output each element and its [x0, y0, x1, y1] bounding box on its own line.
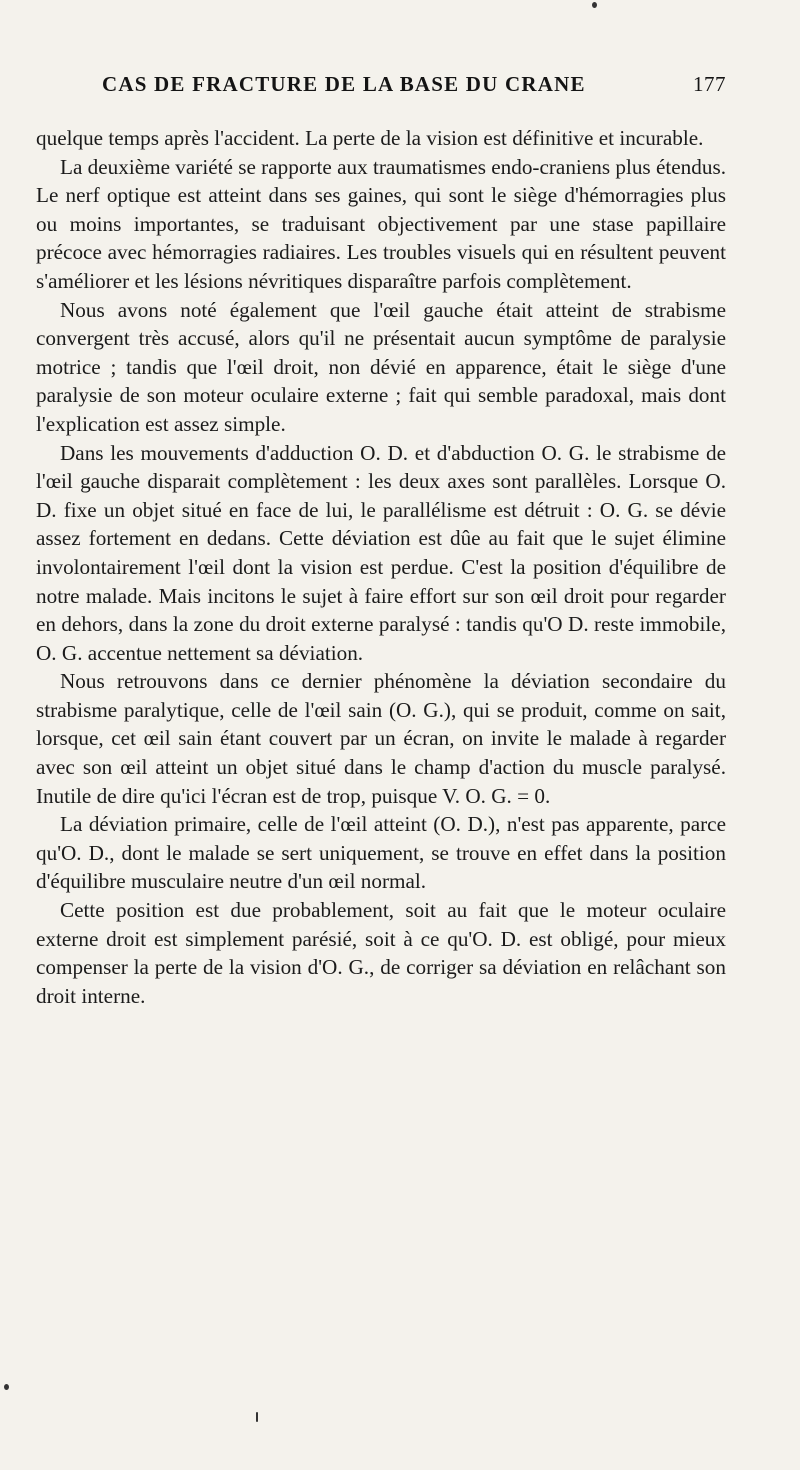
- paragraph: Nous avons noté également que l'œil gauche était atteint de strabisme convergent très accusé, alors qu'il ne présentait aucun symptôme de paralysie motrice ; tandis que l'œil droit, non dévié en apparence, était le siège d'une paralysie de son moteur oculaire externe ; fait qui semble paradoxal, mais dont l'explication est assez simple.: [36, 297, 726, 436]
- paragraph: quelque temps après l'accident. La perte de la vision est définitive et incurable.: [36, 126, 704, 150]
- book-page: [36, 72, 726, 1412]
- paragraph: Nous retrouvons dans ce dernier phénomène la déviation secondaire du strabisme paralytique, celle de l'œil sain (O. G.), qui se produit, comme on sait, lorsque, cet œil sain étant couvert par un écran, on invite le malade à regarder avec son œil atteint un objet situé dans le champ d'action du muscle paralysé. Inutile de dire qu'ici l'écran est de trop, puisque V. O. G. = 0.: [36, 669, 726, 808]
- paragraph: La déviation primaire, celle de l'œil atteint (O. D.), n'est pas apparente, parce qu'O. D., dont le malade se sert uniquement, se trouve en effet dans la position d'équilibre musculaire neutre d'un œil normal.: [36, 812, 726, 894]
- running-title: CAS DE FRACTURE DE LA BASE DU CRANE: [102, 72, 586, 96]
- ink-speck: [4, 1384, 9, 1390]
- page-header: [102, 72, 726, 106]
- paragraph: La deuxième variété se rapporte aux traumatismes endo-craniens plus étendus. Le nerf optique est atteint dans ses gaines, qui sont le siège d'hémorragies plus ou moins importantes, se traduisant objectivement par une stase papillaire précoce avec hémorragies radiaires. Les troubles visuels qui en résultent peuvent s'améliorer et les lésions névritiques disparaître parfois complètement.: [36, 154, 726, 293]
- ink-speck: [592, 2, 597, 8]
- body-text: [36, 124, 726, 1010]
- paragraph: Cette position est due probablement, soit au fait que le moteur oculaire externe droit est simplement parésié, soit à ce qu'O. D. est obligé, pour mieux compenser la perte de la vision d'O. G., de corriger sa déviation en relâchant son droit interne.: [36, 898, 726, 1008]
- page-number: 177: [693, 72, 726, 96]
- ink-speck: [256, 1412, 258, 1422]
- paragraph: Dans les mouvements d'adduction O. D. et d'abduction O. G. le strabisme de l'œil gauche disparait complètement : les deux axes sont parallèles. Lorsque O. D. fixe un objet situé en face de lui, le parallélisme est détruit : O. G. se dévie assez fortement en dedans. Cette déviation est dûe au fait que le sujet élimine involontairement l'œil dont la vision est perdue. C'est la position d'équilibre de notre malade. Mais incitons le sujet à faire effort sur son œil droit pour regarder en dehors, dans la zone du droit externe paralysé : tandis qu'O D. reste immobile, O. G. accentue nettement sa déviation.: [36, 440, 726, 665]
